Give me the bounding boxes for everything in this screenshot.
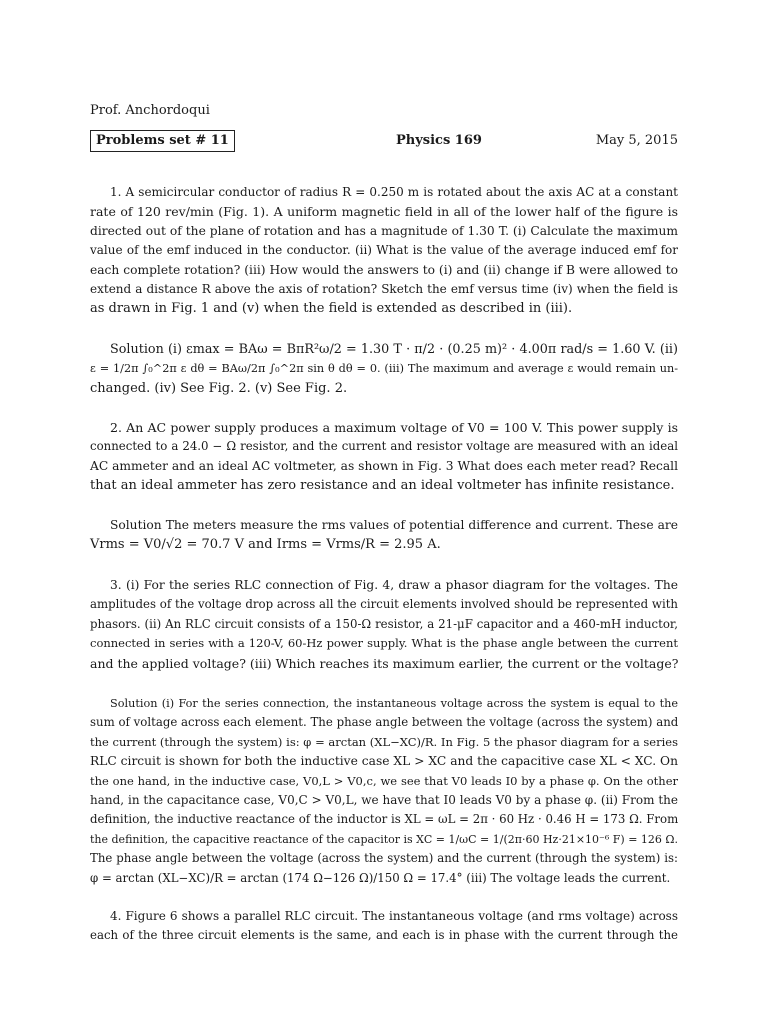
text-line: the definition, the capacitive reactance of the capacitor is XC = 1/ωC = 1/(2π·60 Hz·21×10⁻⁶ F) = 126 Ω. [90,832,679,846]
document-header [90,130,678,154]
text-line: extend a distance R above the axis of rotation? Sketch the emf versus time (iv) when the field is [90,282,678,297]
text-line: hand, in the capacitance case, V0,C > V0,L, we have that I0 leads V0 by a phase φ. (ii) From the [90,793,678,808]
text-line: that an ideal ammeter has zero resistance and an ideal voltmeter has infinite resistance. [90,478,675,494]
text-line: and the applied voltage? (iii) Which reaches its maximum earlier, the current or the voltage? [90,655,679,671]
text-line: Solution (i) For the series connection, the instantaneous voltage across the system is equal to the [110,697,678,710]
text-line: Solution The meters measure the rms values of potential difference and current. These are [110,518,678,532]
solution-2 [90,516,678,555]
text-line: value of the emf induced in the conductor. (ii) What is the value of the average induced emf for [90,243,678,258]
text-line: sum of voltage across each element. The phase angle between the voltage (across the system) and [90,715,679,730]
text-line: the current (through the system) is: φ = arctan (XL−XC)/R. In Fig. 5 the phasor diagram for a series [90,734,678,749]
text-line: rate of 120 rev/min (Fig. 1). A uniform magnetic field in all of the lower half of the figure is [90,204,678,220]
text-line: 4. Figure 6 shows a parallel RLC circuit. The instantaneous voltage (and rms voltage) across [110,909,678,923]
text-line: directed out of the plane of rotation and has a magnitude of 1.30 T. (i) Calculate the maximum [90,223,678,238]
text-line: RLC circuit is shown for both the inductive case XL > XC and the capacitive case XL < XC. On [90,754,678,769]
text-line: φ = arctan (XL−XC)/R = arctan (174 Ω−126 Ω)/150 Ω = 17.4° (iii) The voltage leads the current. [90,870,671,885]
text-line: ε = 1/2π ∫₀^2π ε dθ = BAω/2π ∫₀^2π sin θ dθ = 0. (iii) The maximum and average ε would remain un- [90,362,678,376]
text-line: 1. A semicircular conductor of radius R = 0.250 m is rotated about the axis AC at a constant [110,185,678,199]
author-line: Prof. Anchordoqui [90,103,210,118]
solution-3 [90,694,678,888]
solution-1 [90,340,678,398]
text-line: 2. An AC power supply produces a maximum voltage of V0 = 100 V. This power supply is [110,420,678,435]
problem-3 [90,576,678,673]
text-line: 3. (i) For the series RLC connection of Fig. 4, draw a phasor diagram for the voltages. The [110,578,678,592]
text-line: phasors. (ii) An RLC circuit consists of a 150-Ω resistor, a 21-μF capacitor and a 460-mH inductor, [90,616,678,631]
text-line: changed. (iv) See Fig. 2. (v) See Fig. 2. [90,380,348,396]
text-line: Solution (i) εmax = BAω = BπR²ω/2 = 1.30 T · π/2 · (0.25 m)² · 4.00π rad/s = 1.60 V. (ii) [110,342,678,357]
text-line: The phase angle between the voltage (across the system) and the current (through the system) is: [90,851,678,866]
text-line: the one hand, in the inductive case, V0,L > V0,c, we see that V0 leads I0 by a phase φ. On the other [90,773,678,788]
text-line: AC ammeter and an ideal AC voltmeter, as shown in Fig. 3 What does each meter read? Recall [90,458,678,473]
text-line: connected in series with a 120-V, 60-Hz power supply. What is the phase angle between the current [90,636,678,651]
text-line: connected to a 24.0 − Ω resistor, and the current and resistor voltage are measured with an ideal [90,439,678,454]
problem-4 [90,907,678,946]
problem-1 [90,183,678,319]
text-line: amplitudes of the voltage drop across all the circuit elements involved should be represented with [90,597,678,612]
text-line: Vrms = V0/√2 = 70.7 V and Irms = Vrms/R = 2.95 A. [90,537,441,553]
text-line: as drawn in Fig. 1 and (v) when the field is extended as described in (iii). [90,301,573,317]
document-date: May 5, 2015 [595,133,678,148]
problem-2 [90,418,678,496]
text-line: each complete rotation? (iii) How would the answers to (i) and (ii) change if B were allowed to [90,262,678,277]
text-line: definition, the inductive reactance of the inductor is XL = ωL = 2π · 60 Hz · 0.46 H = 173 Ω. From [90,812,679,827]
problem-set-title: Problems set # 11 [90,130,235,152]
course-title: Physics 169 [396,133,482,148]
text-line: each of the three circuit elements is the same, and each is in phase with the current through the [90,928,678,943]
